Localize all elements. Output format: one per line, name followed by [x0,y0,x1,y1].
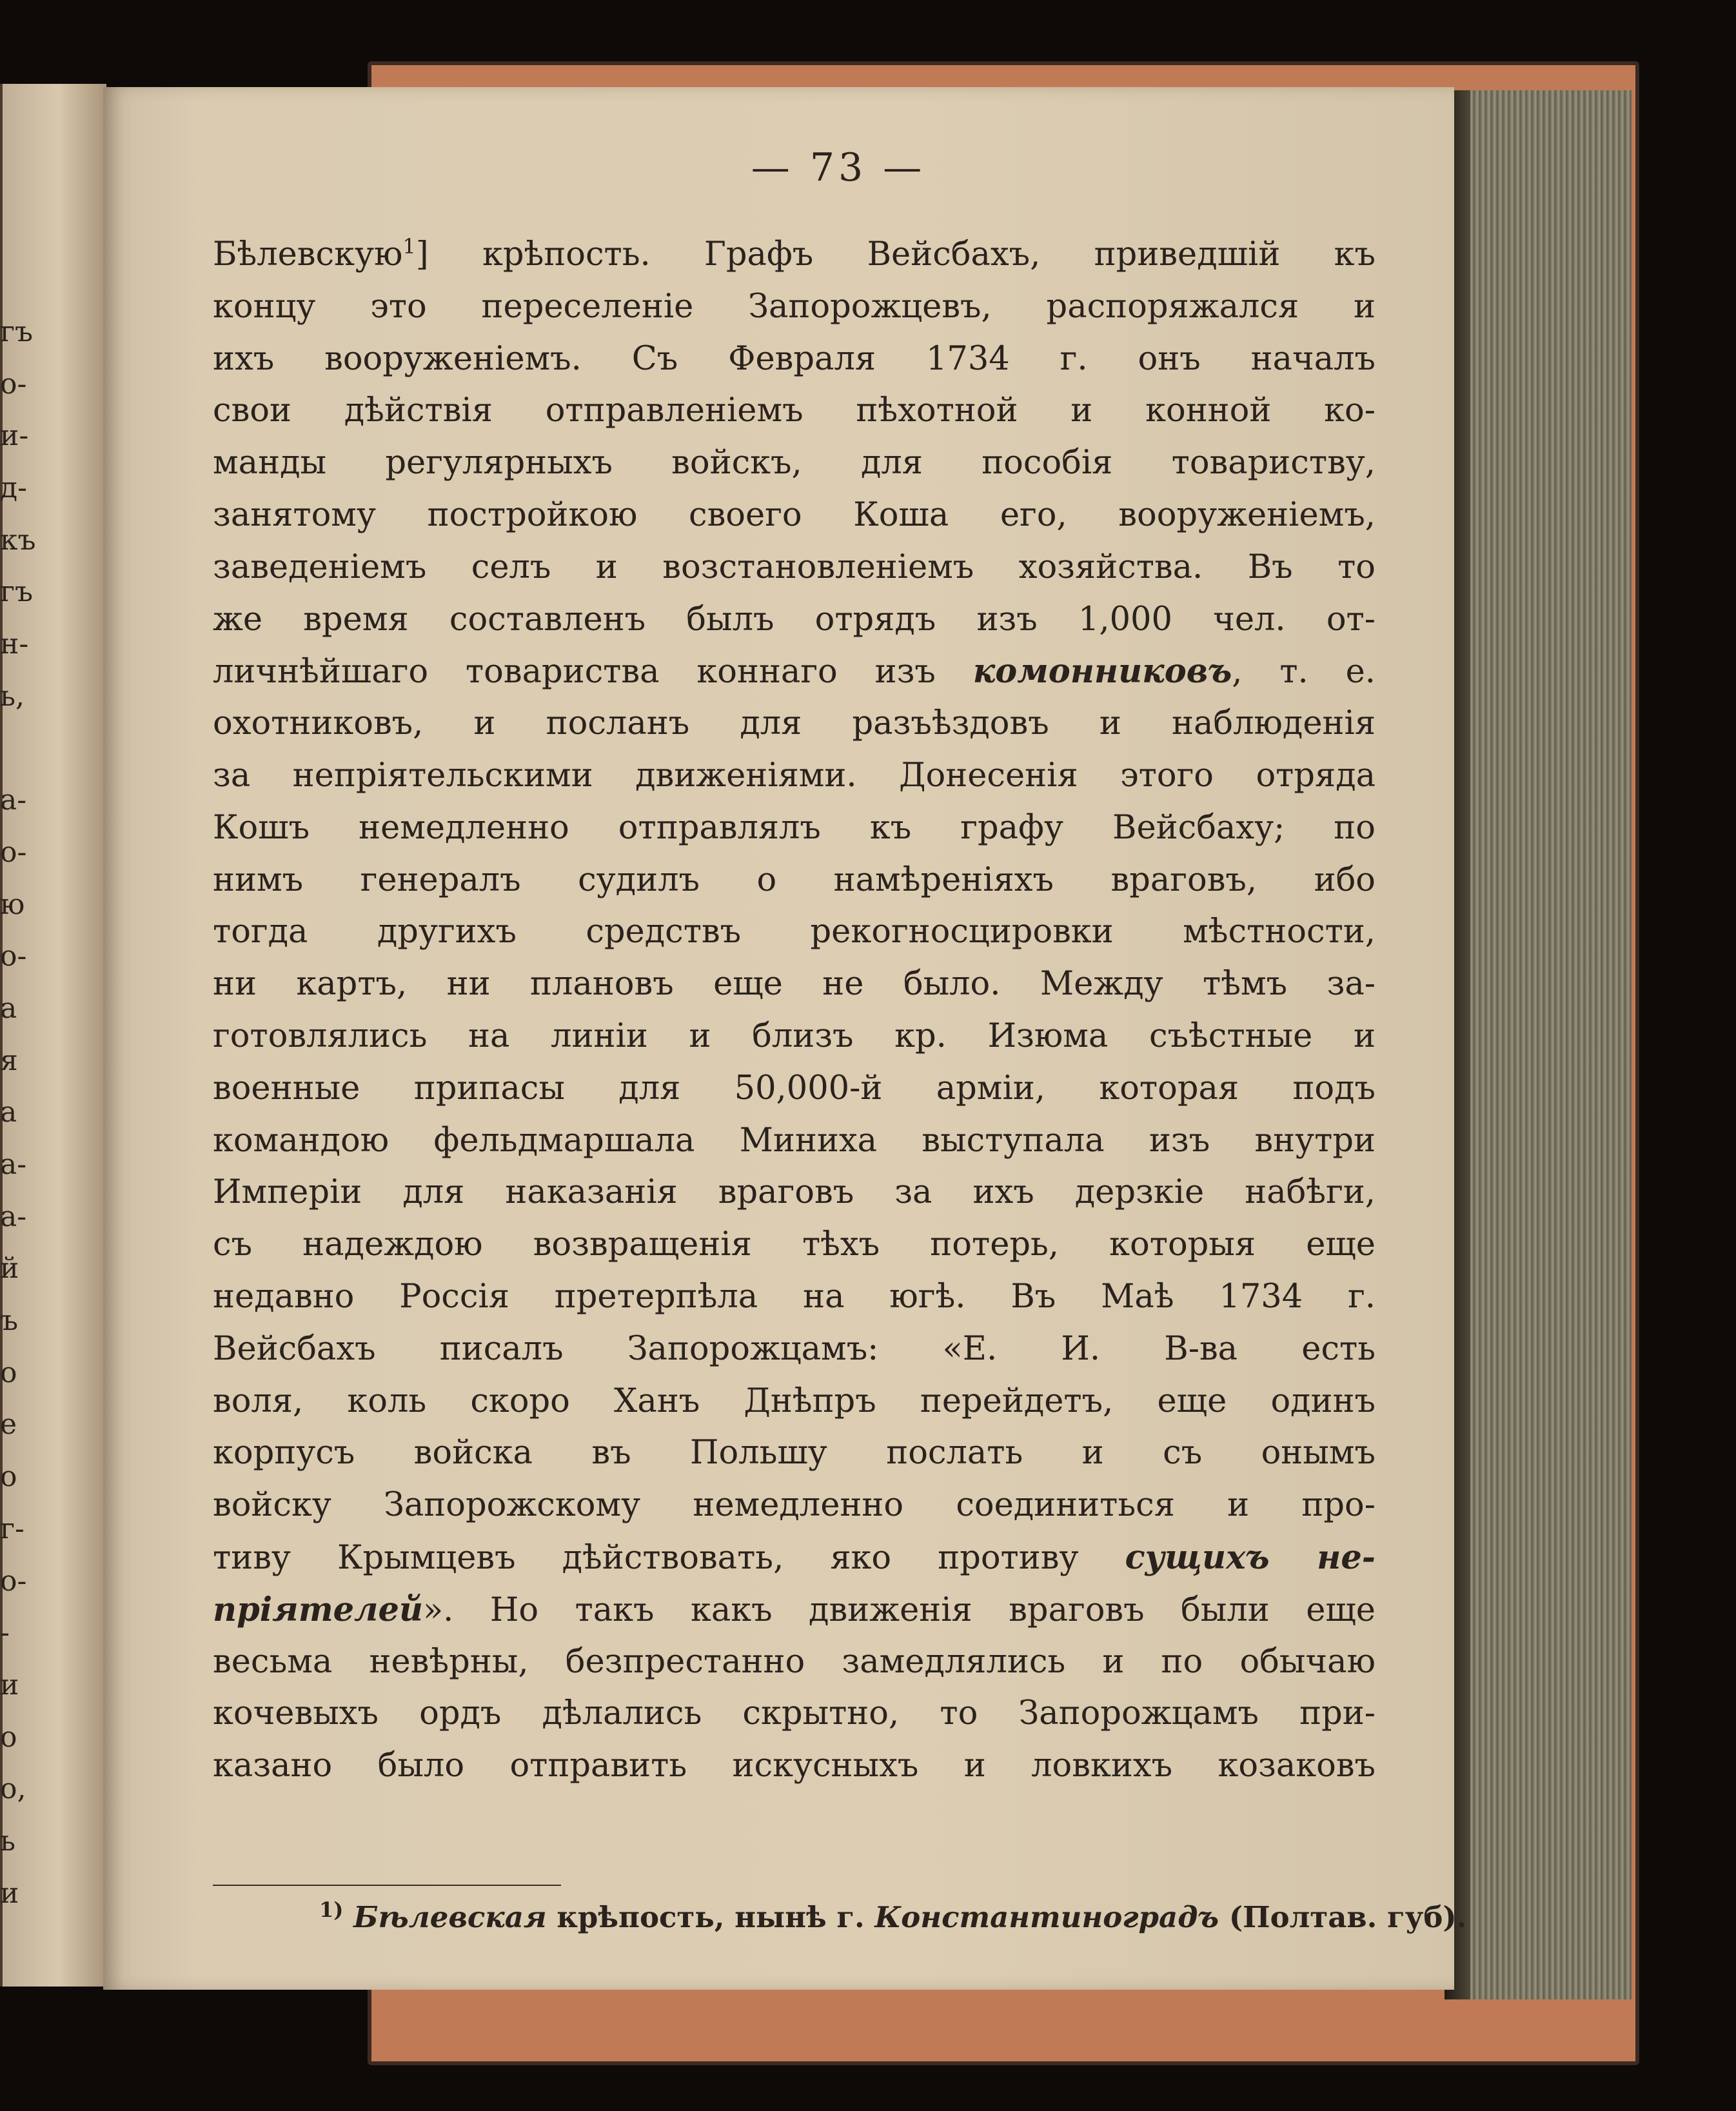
footnote-italic: Бѣлевская [353,1900,547,1934]
previous-page-fragment: о- [0,1564,27,1598]
text-line: же время составленъ былъ отрядъ изъ 1,000 чел. от- [213,600,1376,639]
italic-term: сущихъ не- [1125,1538,1376,1577]
text-line: военные припасы для 50,000-й арміи, которая подъ [213,1069,1376,1107]
previous-page-fragment: о [0,1460,17,1494]
text-line: тогда другихъ средствъ рекогносцировки мѣстности, [213,913,1376,951]
text-line: Имперіи для наказанія враговъ за ихъ дерзкіе набѣги, [213,1173,1376,1212]
previous-page-fragment: н- [0,628,29,661]
previous-page-fragment: я [0,1044,18,1077]
previous-page-fragment: о- [0,367,27,401]
footnote-italic: Константиноградъ [874,1900,1219,1934]
text-line: ихъ вооруженіемъ. Съ Февраля 1734 г. онъ началъ [213,339,1376,378]
previous-page-fragment: д- [0,471,27,505]
book-page [103,87,1467,1990]
previous-page-fragment: ь, [0,679,25,713]
text-line: весьма невѣрны, безпрестанно замедлялись и по обычаю [213,1642,1376,1681]
text-line: концу это переселеніе Запорожцевъ, распоряжался и [213,287,1376,326]
previous-page-fragment: и- [0,419,29,453]
previous-page-fragment: - [0,1616,10,1650]
text-line: пріятелей». Но такъ какъ движенія враговъ были еще [213,1590,1376,1629]
previous-page-fragment: и [0,1668,19,1701]
previous-page-fragment: й [0,1252,19,1285]
previous-page [0,84,106,1987]
text-line: готовлялись на линіи и близъ кр. Изюма съѣстные и [213,1016,1376,1055]
footnote-rule [213,1885,561,1886]
previous-page-fragment: о [0,1356,17,1389]
text-line: манды регулярныхъ войскъ, для пособія товариству, [213,444,1376,482]
previous-page-fragment: и [0,1876,19,1910]
previous-page-fragment [0,723,45,775]
text-line: войску Запорожскому немедленно соединиться и про- [213,1486,1376,1525]
previous-page-fragment: ь [0,1824,15,1858]
previous-page-fragment: г- [0,1512,25,1545]
previous-page-fragment: о- [0,835,27,869]
page-number: — 73 — [751,145,926,190]
text-line: Бѣлевскую$^1$] крѣпость. Графъ Вейсбахъ, приведшій къ [213,234,1376,273]
previous-page-text [0,306,45,1919]
previous-page-fragment: а [0,1096,17,1129]
text-line: за непріятельскими движеніями. Донесенія этого отряда [213,756,1376,795]
text-line: воля, коль скоро Ханъ Днѣпръ перейдетъ, еще одинъ [213,1382,1376,1420]
previous-page-fragment: а [0,991,17,1025]
previous-page-fragment: къ [0,523,36,557]
text-line: Кошъ немедленно отправлялъ къ графу Вейсбаху; по [213,808,1376,847]
text-line: недавно Россія претерпѣла на югѣ. Въ Маѣ 1734 г. [213,1277,1376,1316]
text-line: охотниковъ, и посланъ для разъѣздовъ и наблюденія [213,704,1376,743]
text-line: командою фельдмаршала Миниха выступала изъ внутри [213,1121,1376,1160]
previous-page-fragment: ю [0,887,25,921]
previous-page-fragment: о- [0,940,27,973]
text-line: съ надеждою возвращенія тѣхъ потерь, которыя еще [213,1225,1376,1264]
previous-page-fragment: е [0,1408,17,1442]
footnote-mark: 1) [319,1898,344,1922]
text-line: нимъ генералъ судилъ о намѣреніяхъ враговъ, ибо [213,860,1376,899]
page-edges [1445,90,1632,1999]
previous-page-fragment: а- [0,1200,27,1233]
text-line: свои дѣйствія отправленіемъ пѣхотной и конной ко- [213,391,1376,430]
previous-page-fragment: а- [0,784,27,817]
text-line: казано было отправить искусныхъ и ловкихъ козаковъ [213,1747,1376,1785]
body-text [213,229,1376,1792]
previous-page-fragment: а- [0,1148,27,1181]
text-line: заведеніемъ селъ и возстановленіемъ хозяйства. Въ то [213,548,1376,586]
previous-page-fragment: гъ [0,575,34,609]
previous-page-fragment: о, [0,1772,26,1806]
text-line: кочевыхъ ордъ дѣлались скрытно, то Запорожцамъ при- [213,1694,1376,1733]
previous-page-fragment: гъ [0,315,34,348]
text-line: личнѣйшаго товариства коннаго изъ комонниковъ, т. е. [213,652,1376,691]
text-line: корпусъ войска въ Польшу послать и съ онымъ [213,1434,1376,1472]
text-line: ни картъ, ни плановъ еще не было. Между тѣмъ за- [213,965,1376,1004]
italic-term: комонниковъ [972,652,1232,691]
text-line: тиву Крымцевъ дѣйствовать, яко противу сущихъ не- [213,1538,1376,1577]
previous-page-fragment: о [0,1720,17,1754]
text-line: Вейсбахъ писалъ Запорожцамъ: «Е. И. В-ва есть [213,1329,1376,1368]
footnote: $^{1)}$ Бѣлевская крѣпость, нынѣ г. Константиноградъ (Полтав. губ). [319,1898,1467,1934]
text-line: занятому постройкою своего Коша его, вооруженіемъ, [213,495,1376,534]
italic-term: пріятелей [213,1590,423,1629]
previous-page-fragment: ъ [0,1304,18,1338]
footnote-marker: 1 [402,234,416,259]
